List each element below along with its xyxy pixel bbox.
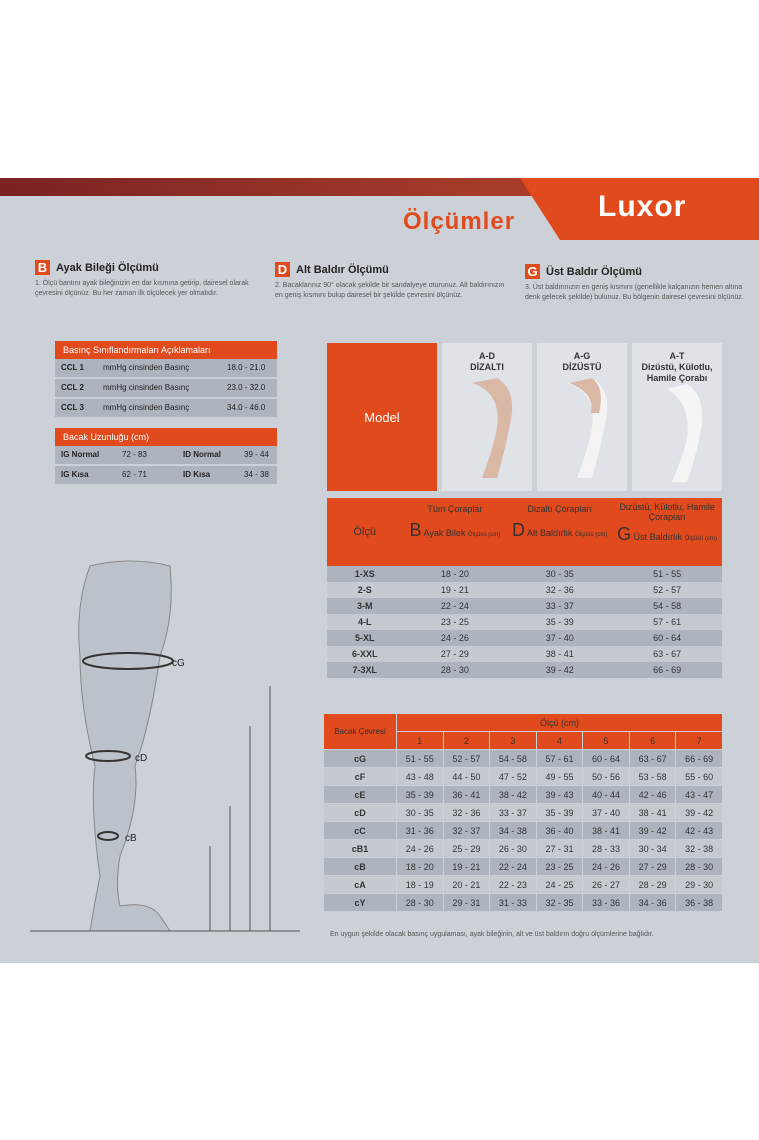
pressure-box bbox=[55, 341, 277, 419]
section-ankle bbox=[35, 260, 265, 299]
table-row: 3-M 22 - 24 33 - 37 54 - 58 bbox=[327, 598, 722, 614]
section-text: 1. Ölçü bantını ayak bileğinizin en dar kısmına getirip, dairesel olarak çevresini ölçünüz. Bu her zaman ilk ölçülecek yer olmalıdır. bbox=[35, 280, 249, 297]
brochure-page bbox=[0, 178, 759, 963]
size-col-d: Dizaltı Çorapları D Alt Baldırlık Ölçüsü (cm) bbox=[512, 504, 608, 540]
svg-text:cG: cG bbox=[172, 658, 185, 669]
section-heading: Alt Baldır Ölçümü bbox=[296, 263, 389, 276]
leg-illustration-icon bbox=[537, 373, 627, 483]
table-row: 6-XXL 27 - 29 38 - 41 63 - 67 bbox=[327, 646, 722, 662]
section-heading: Üst Baldır Ölçümü bbox=[546, 265, 642, 278]
model-card-ag: A-G DİZÜSTÜ bbox=[537, 343, 627, 491]
table-row: 4-L 23 - 25 35 - 39 57 - 61 bbox=[327, 614, 722, 630]
leg-length-box bbox=[55, 428, 277, 486]
section-letter: G bbox=[525, 264, 540, 279]
leg-length-row: IG Kısa 62 - 71 ID Kısa 34 - 38 bbox=[55, 466, 277, 486]
circ-table-corner: Bacak Çevresi bbox=[324, 714, 397, 750]
table-row: cD 30 - 35 32 - 36 33 - 37 35 - 39 37 - 40 38 - 41 39 - 42 bbox=[324, 804, 723, 822]
table-row: cA 18 - 19 20 - 21 22 - 23 24 - 25 26 - 27 28 - 29 29 - 30 bbox=[324, 876, 723, 894]
size-table-corner: Ölçü bbox=[353, 526, 377, 538]
table-row: cB1 24 - 26 25 - 29 26 - 30 27 - 31 28 - 33 30 - 34 32 - 38 bbox=[324, 840, 723, 858]
svg-text:cB: cB bbox=[125, 833, 137, 844]
table-row: 2-S 19 - 21 32 - 36 52 - 57 bbox=[327, 582, 722, 598]
table-row: 7-3XL 28 - 30 39 - 42 66 - 69 bbox=[327, 662, 722, 678]
table-row: cY 28 - 30 29 - 31 31 - 33 32 - 35 33 - 36 34 - 36 36 - 38 bbox=[324, 894, 723, 912]
section-calf bbox=[275, 262, 505, 301]
section-text: 3. Üst baldırınızın en geniş kısmını (genellikle kalçanızın hemen altına denk gelecek şekilde) bulunuz. Bu bölgenin dairesel çevresini ölçünüz. bbox=[525, 284, 744, 301]
leg-illustration-icon bbox=[442, 373, 532, 483]
circ-table: Bacak Çevresi Ölçü (cm) 1 2 3 4 5 6 7 cG 51 - 55 52 - 57 54 - 58 57 - 61 60 - 64 63 - 67 66 - 69 cF 43 - 48 44 - 50 47 - 52 49 - 55 50 - 56 53 - 58 55 - 60 cE 35 - 39 36 - 41 38 - 42 39 - 43 40 - 44 42 - 46 43 - 47 cD 30 - 35 32 - 36 33 - 37 35 - 39 37 - 40 38 - 41 39 - 42 cC 31 - 36 32 - 37 34 - 38 36 - 40 38 - 41 39 - 42 42 - 43 cB1 24 - 26 25 - 29 26 - 30 27 - 31 28 - 33 30 - 34 32 - 38 cB 18 - 20 19 - 21 22 - 24 23 - 25 24 - 26 27 - 29 28 - 30 cA 18 - 19 20 - 21 22 - 23 24 - 25 26 - 27 28 - 29 29 - 30 cY 28 - 30 29 - 31 31 - 33 32 - 35 33 - 36 34 - 36 36 - 38 bbox=[323, 713, 723, 912]
pressure-title: Basınç Sınıflandırmaları Açıklamaları bbox=[55, 341, 277, 359]
section-heading: Ayak Bileği Ölçümü bbox=[56, 261, 159, 274]
brand-logo: Luxor bbox=[598, 190, 687, 223]
model-card-at: A-T Dizüstü, Külotlu, Hamile Çorabı bbox=[632, 343, 722, 491]
leg-diagram bbox=[20, 556, 320, 956]
leg-length-row: IG Normal 72 - 83 ID Normal 39 - 44 bbox=[55, 446, 277, 466]
section-letter: D bbox=[275, 262, 290, 277]
pressure-row: CCL 3 mmHg cinsinden Basınç 34.0 - 46.0 bbox=[55, 399, 277, 419]
leg-illustration-icon bbox=[632, 384, 722, 484]
table-row: cG 51 - 55 52 - 57 54 - 58 57 - 61 60 - 64 63 - 67 66 - 69 bbox=[324, 750, 723, 768]
table-row: 1-XS 18 - 20 30 - 35 51 - 55 bbox=[327, 566, 722, 582]
circ-table-head: Ölçü (cm) bbox=[397, 714, 723, 732]
footnote: En uygun şekilde olacak basınç uygulaması, ayak bileğinin, alt ve üst baldırın doğru ölçümlerine bağlıdır. bbox=[330, 931, 654, 938]
section-letter: B bbox=[35, 260, 50, 275]
size-col-b: Tüm Çoraplar B Ayak Bilek Ölçüsü (cm) bbox=[409, 504, 501, 540]
size-col-g: Dizüstü, Külotlu, Hamile Çorapları G Üst Baldırlık Ölçüsü (cm) bbox=[617, 502, 718, 544]
table-row: cF 43 - 48 44 - 50 47 - 52 49 - 55 50 - 56 53 - 58 55 - 60 bbox=[324, 768, 723, 786]
pressure-row: CCL 2 mmHg cinsinden Basınç 23.0 - 32.0 bbox=[55, 379, 277, 399]
table-row: cB 18 - 20 19 - 21 22 - 24 23 - 25 24 - 26 27 - 29 28 - 30 bbox=[324, 858, 723, 876]
pressure-row: CCL 1 mmHg cinsinden Basınç 18.0 - 21.0 bbox=[55, 359, 277, 379]
svg-text:cD: cD bbox=[135, 753, 148, 764]
leg-length-title: Bacak Uzunluğu (cm) bbox=[55, 428, 277, 446]
table-row: 5-XL 24 - 26 37 - 40 60 - 64 bbox=[327, 630, 722, 646]
size-table bbox=[327, 498, 722, 678]
page-title: Ölçümler bbox=[403, 208, 516, 235]
section-thigh bbox=[525, 264, 755, 303]
model-label: Model bbox=[327, 343, 437, 491]
section-text: 2. Bacaklarınız 90° olacak şekilde bir sandalyeye oturunuz. Alt baldırınızın en geniş kısmını bulup dairesel bir şekilde çevresini ölçünüz. bbox=[275, 282, 505, 299]
model-card-ad: A-D DİZALTI bbox=[442, 343, 532, 491]
table-row: cC 31 - 36 32 - 37 34 - 38 36 - 40 38 - 41 39 - 42 42 - 43 bbox=[324, 822, 723, 840]
table-row: cE 35 - 39 36 - 41 38 - 42 39 - 43 40 - 44 42 - 46 43 - 47 bbox=[324, 786, 723, 804]
